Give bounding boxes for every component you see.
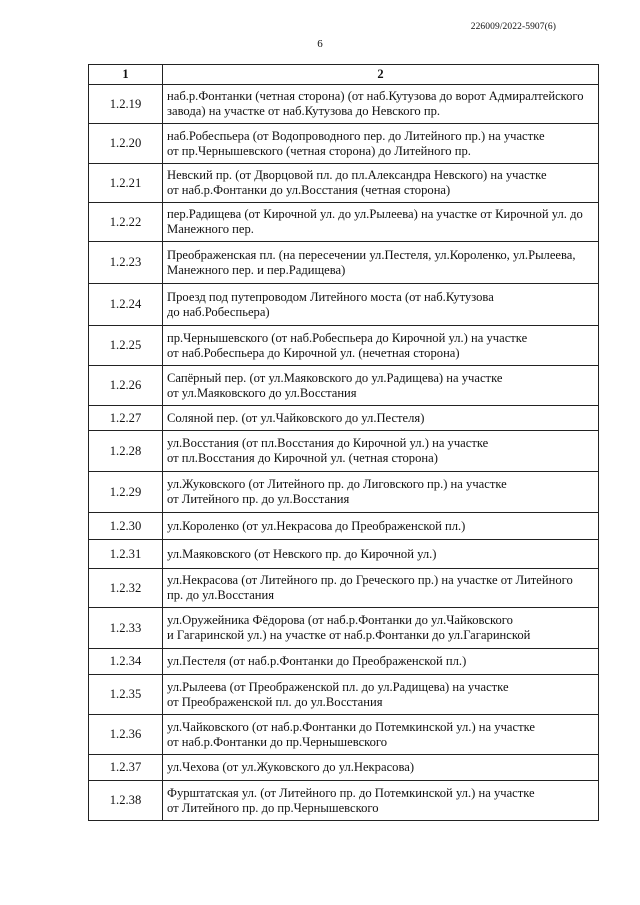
row-number: 1.2.38 (89, 781, 163, 821)
description-line: Преображенская пл. (на пересечении ул.Пестеля, ул.Короленко, ул.Рылеева, (167, 247, 576, 262)
row-description (163, 472, 599, 513)
description-line: от наб.р.Фонтанки до пр.Чернышевского (167, 734, 388, 749)
description-line: ул.Чайковского (от наб.р.Фонтанки до Потемкинской ул.) на участке (167, 719, 535, 734)
row-description (163, 781, 599, 821)
row-number: 1.2.25 (89, 326, 163, 366)
row-description (163, 242, 599, 284)
row-description (163, 513, 599, 540)
row-number: 1.2.22 (89, 203, 163, 242)
table-row (89, 472, 599, 513)
document-id: 226009/2022-5907(6) (470, 22, 556, 32)
row-number: 1.2.28 (89, 431, 163, 472)
description-line: от Литейного пр. до ул.Восстания (167, 492, 350, 506)
description-line: пр. до ул.Восстания (167, 588, 275, 602)
row-number: 1.2.26 (89, 366, 163, 406)
table-row (89, 540, 599, 569)
table-row (89, 284, 599, 326)
row-number: 1.2.37 (89, 755, 163, 781)
row-description (163, 715, 599, 755)
table-row (89, 513, 599, 540)
table-row (89, 124, 599, 164)
description-line: наб.р.Фонтанки (четная сторона) (от наб.Кутузова до ворот Адмиралтейского (167, 89, 584, 103)
page-number: 6 (317, 38, 323, 50)
description-line: Фурштатская ул. (от Литейного пр. до Потемкинской ул.) на участке (167, 785, 535, 800)
row-description (163, 164, 599, 203)
row-number: 1.2.19 (89, 85, 163, 124)
description-line: от Литейного пр. до пр.Чернышевского (167, 800, 379, 815)
table-row (89, 569, 599, 608)
row-number: 1.2.35 (89, 675, 163, 715)
table-body (89, 85, 599, 821)
description-line: ул.Оружейника Фёдорова (от наб.р.Фонтанки до ул.Чайковского (167, 613, 513, 627)
row-description (163, 203, 599, 242)
row-number: 1.2.21 (89, 164, 163, 203)
row-description (163, 649, 599, 675)
description-line: Невский пр. (от Дворцовой пл. до пл.Александра Невского) на участке (167, 168, 547, 182)
description-line: Сапёрный пер. (от ул.Маяковского до ул.Радищева) на участке (167, 370, 503, 385)
description-line: от пл.Восстания до Кирочной ул. (четная сторона) (167, 451, 438, 465)
column-header-description: 2 (163, 65, 599, 85)
row-number: 1.2.33 (89, 608, 163, 649)
description-line: Манежного пер. (167, 222, 254, 236)
table-header (89, 65, 599, 85)
row-description (163, 85, 599, 124)
description-line: до наб.Робеспьера) (167, 304, 270, 319)
row-number: 1.2.30 (89, 513, 163, 540)
row-number: 1.2.23 (89, 242, 163, 284)
row-description (163, 675, 599, 715)
table-row (89, 431, 599, 472)
table-row (89, 675, 599, 715)
description-line: ул.Восстания (от пл.Восстания до Кирочной ул.) на участке (167, 436, 489, 450)
description-line: пер.Радищева (от Кирочной ул. до ул.Рылеева) на участке от Кирочной ул. до (167, 207, 583, 221)
description-line: ул.Некрасова (от Литейного пр. до Греческого пр.) на участке от Литейного (167, 573, 573, 587)
table-row (89, 715, 599, 755)
description-line: ул.Рылеева (от Преображенской пл. до ул.Радищева) на участке (167, 679, 509, 694)
table-row (89, 366, 599, 406)
row-description (163, 755, 599, 781)
row-description (163, 366, 599, 406)
row-description (163, 124, 599, 164)
row-number: 1.2.31 (89, 540, 163, 569)
table-row (89, 755, 599, 781)
table-row (89, 203, 599, 242)
row-description (163, 326, 599, 366)
description-line: ул.Чехова (от ул.Жуковского до ул.Некрасова) (167, 760, 415, 774)
description-line: от пр.Чернышевского (четная сторона) до Литейного пр. (167, 143, 471, 158)
description-line: ул.Жуковского (от Литейного пр. до Лиговского пр.) на участке (167, 477, 507, 491)
column-header-number: 1 (89, 65, 163, 85)
description-line: от наб.Робеспьера до Кирочной ул. (нечетная сторона) (167, 345, 460, 360)
description-line: Проезд под путепроводом Литейного моста (от наб.Кутузова (167, 289, 494, 304)
row-description (163, 406, 599, 431)
row-number: 1.2.34 (89, 649, 163, 675)
row-description (163, 431, 599, 472)
table-row (89, 164, 599, 203)
row-description (163, 608, 599, 649)
row-description (163, 569, 599, 608)
description-line: от Преображенской пл. до ул.Восстания (167, 694, 383, 709)
table-row (89, 649, 599, 675)
streets-table (88, 64, 599, 821)
description-line: от ул.Маяковского до ул.Восстания (167, 385, 357, 400)
row-number: 1.2.29 (89, 472, 163, 513)
table-row (89, 406, 599, 431)
description-line: от наб.р.Фонтанки до ул.Восстания (четная сторона) (167, 183, 451, 197)
row-number: 1.2.32 (89, 569, 163, 608)
row-number: 1.2.36 (89, 715, 163, 755)
table-row (89, 85, 599, 124)
description-line: Манежного пер. и пер.Радищева) (167, 262, 346, 277)
description-line: ул.Короленко (от ул.Некрасова до Преображенской пл.) (167, 518, 466, 533)
row-number: 1.2.20 (89, 124, 163, 164)
description-line: и Гагаринской ул.) на участке от наб.р.Фонтанки до ул.Гагаринской (167, 628, 531, 642)
description-line: ул.Пестеля (от наб.р.Фонтанки до Преображенской пл.) (167, 654, 467, 668)
row-number: 1.2.24 (89, 284, 163, 326)
description-line: завода) на участке от наб.Кутузова до Невского пр. (167, 104, 441, 118)
table-row (89, 326, 599, 366)
description-line: Соляной пер. (от ул.Чайковского до ул.Пестеля) (167, 410, 425, 425)
description-line: ул.Маяковского (от Невского пр. до Кирочной ул.) (167, 546, 437, 561)
table-row (89, 608, 599, 649)
table-row (89, 242, 599, 284)
table-row (89, 781, 599, 821)
row-number: 1.2.27 (89, 406, 163, 431)
row-description (163, 284, 599, 326)
description-line: пр.Чернышевского (от наб.Робеспьера до Кирочной ул.) на участке (167, 330, 528, 345)
row-description (163, 540, 599, 569)
table-header-row (89, 65, 599, 85)
description-line: наб.Робеспьера (от Водопроводного пер. до Литейного пр.) на участке (167, 128, 545, 143)
